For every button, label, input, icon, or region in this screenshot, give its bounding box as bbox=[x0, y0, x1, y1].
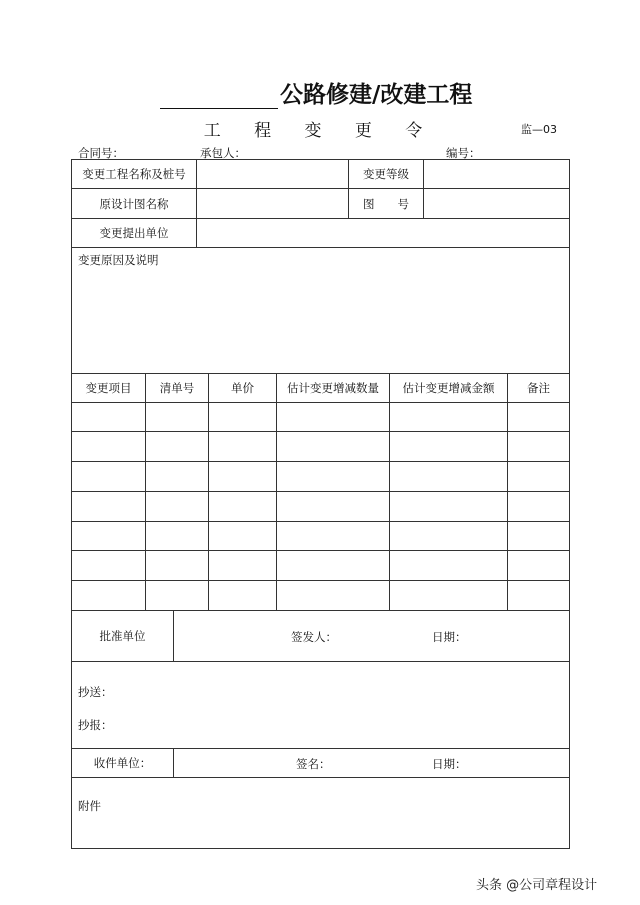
table-cell[interactable] bbox=[390, 551, 508, 581]
approval-date-label: 日期： bbox=[432, 630, 467, 644]
table-cell[interactable] bbox=[72, 551, 146, 581]
contract-no-label: 合同号： bbox=[78, 146, 124, 160]
table-cell[interactable] bbox=[508, 522, 570, 551]
table-cell[interactable] bbox=[390, 432, 508, 462]
proposer-label: 变更提出单位 bbox=[72, 219, 197, 248]
title-text: 公路修建/改建工程 bbox=[280, 82, 473, 108]
table-cell[interactable] bbox=[390, 462, 508, 492]
table-row bbox=[72, 551, 570, 581]
proposer-field[interactable] bbox=[197, 219, 570, 248]
table-row bbox=[72, 492, 570, 522]
items-header-row bbox=[72, 374, 570, 403]
table-row bbox=[72, 403, 570, 432]
change-level-label: 变更等级 bbox=[349, 160, 424, 189]
form-number: 监—03 bbox=[521, 123, 557, 136]
reason-label: 变更原因及说明 bbox=[78, 253, 159, 267]
table-cell[interactable] bbox=[72, 492, 146, 522]
table-cell[interactable] bbox=[72, 432, 146, 462]
change-level-field[interactable] bbox=[424, 160, 570, 189]
approval-field[interactable] bbox=[174, 611, 570, 662]
report-label: 抄报： bbox=[78, 718, 113, 732]
table-cell[interactable] bbox=[390, 403, 508, 432]
table-cell[interactable] bbox=[277, 432, 390, 462]
title-blank-line[interactable] bbox=[160, 82, 278, 109]
signer-label: 签发人： bbox=[291, 630, 337, 644]
table-cell[interactable] bbox=[146, 432, 209, 462]
document-subtitle: 工 程 变 更 令 bbox=[203, 121, 437, 141]
table-cell[interactable] bbox=[209, 403, 277, 432]
sign-label: 签名： bbox=[296, 757, 331, 771]
change-order-form bbox=[71, 159, 569, 849]
table-cell[interactable] bbox=[146, 551, 209, 581]
table-cell[interactable] bbox=[209, 462, 277, 492]
table-cell[interactable] bbox=[72, 462, 146, 492]
table-cell[interactable] bbox=[146, 462, 209, 492]
info-table bbox=[71, 159, 570, 374]
change-name-field[interactable] bbox=[197, 160, 349, 189]
table-cell[interactable] bbox=[277, 492, 390, 522]
table-row bbox=[72, 581, 570, 611]
watermark: 头条 @公司章程设计 bbox=[476, 878, 598, 893]
drawing-no-label: 图 号 bbox=[349, 189, 424, 219]
copies-field[interactable] bbox=[72, 662, 570, 749]
table-cell[interactable] bbox=[209, 522, 277, 551]
table-row bbox=[72, 522, 570, 551]
table-cell[interactable] bbox=[390, 522, 508, 551]
col-header: 估计变更增减金额 bbox=[390, 374, 508, 403]
col-header: 备注 bbox=[508, 374, 570, 403]
table-cell[interactable] bbox=[209, 551, 277, 581]
orig-design-field[interactable] bbox=[197, 189, 349, 219]
approval-table bbox=[71, 610, 570, 849]
table-cell[interactable] bbox=[146, 403, 209, 432]
receipt-unit-label: 收件单位： bbox=[72, 749, 174, 778]
table-cell[interactable] bbox=[390, 581, 508, 611]
table-cell[interactable] bbox=[390, 492, 508, 522]
table-cell[interactable] bbox=[72, 581, 146, 611]
table-cell[interactable] bbox=[277, 581, 390, 611]
table-row bbox=[72, 462, 570, 492]
receipt-field[interactable] bbox=[174, 749, 570, 778]
drawing-no-field[interactable] bbox=[424, 189, 570, 219]
col-header: 估计变更增减数量 bbox=[277, 374, 390, 403]
contractor-label: 承包人： bbox=[200, 146, 246, 160]
table-cell[interactable] bbox=[508, 432, 570, 462]
table-cell[interactable] bbox=[209, 492, 277, 522]
col-header: 清单号 bbox=[146, 374, 209, 403]
col-header: 单价 bbox=[209, 374, 277, 403]
table-cell[interactable] bbox=[146, 522, 209, 551]
table-cell[interactable] bbox=[72, 522, 146, 551]
table-cell[interactable] bbox=[209, 581, 277, 611]
attachment-label: 附件 bbox=[78, 799, 101, 813]
reason-field[interactable] bbox=[72, 248, 570, 374]
table-cell[interactable] bbox=[508, 492, 570, 522]
attachment-field[interactable] bbox=[72, 778, 570, 849]
table-cell[interactable] bbox=[508, 551, 570, 581]
items-table bbox=[71, 373, 570, 611]
orig-design-label: 原设计图名称 bbox=[72, 189, 197, 219]
table-cell[interactable] bbox=[508, 462, 570, 492]
table-cell[interactable] bbox=[277, 462, 390, 492]
table-row bbox=[72, 432, 570, 462]
table-cell[interactable] bbox=[277, 522, 390, 551]
table-cell[interactable] bbox=[277, 403, 390, 432]
table-cell[interactable] bbox=[209, 432, 277, 462]
table-cell[interactable] bbox=[72, 403, 146, 432]
change-name-label: 变更工程名称及桩号 bbox=[72, 160, 197, 189]
table-cell[interactable] bbox=[146, 492, 209, 522]
receipt-date-label: 日期： bbox=[432, 757, 467, 771]
table-cell[interactable] bbox=[508, 403, 570, 432]
cc-label: 抄送： bbox=[78, 685, 113, 699]
approval-unit-label: 批准单位 bbox=[72, 611, 174, 662]
serial-no-label: 编号： bbox=[446, 146, 481, 160]
table-cell[interactable] bbox=[508, 581, 570, 611]
col-header: 变更项目 bbox=[72, 374, 146, 403]
table-cell[interactable] bbox=[146, 581, 209, 611]
table-cell[interactable] bbox=[277, 551, 390, 581]
document-title bbox=[160, 76, 520, 110]
